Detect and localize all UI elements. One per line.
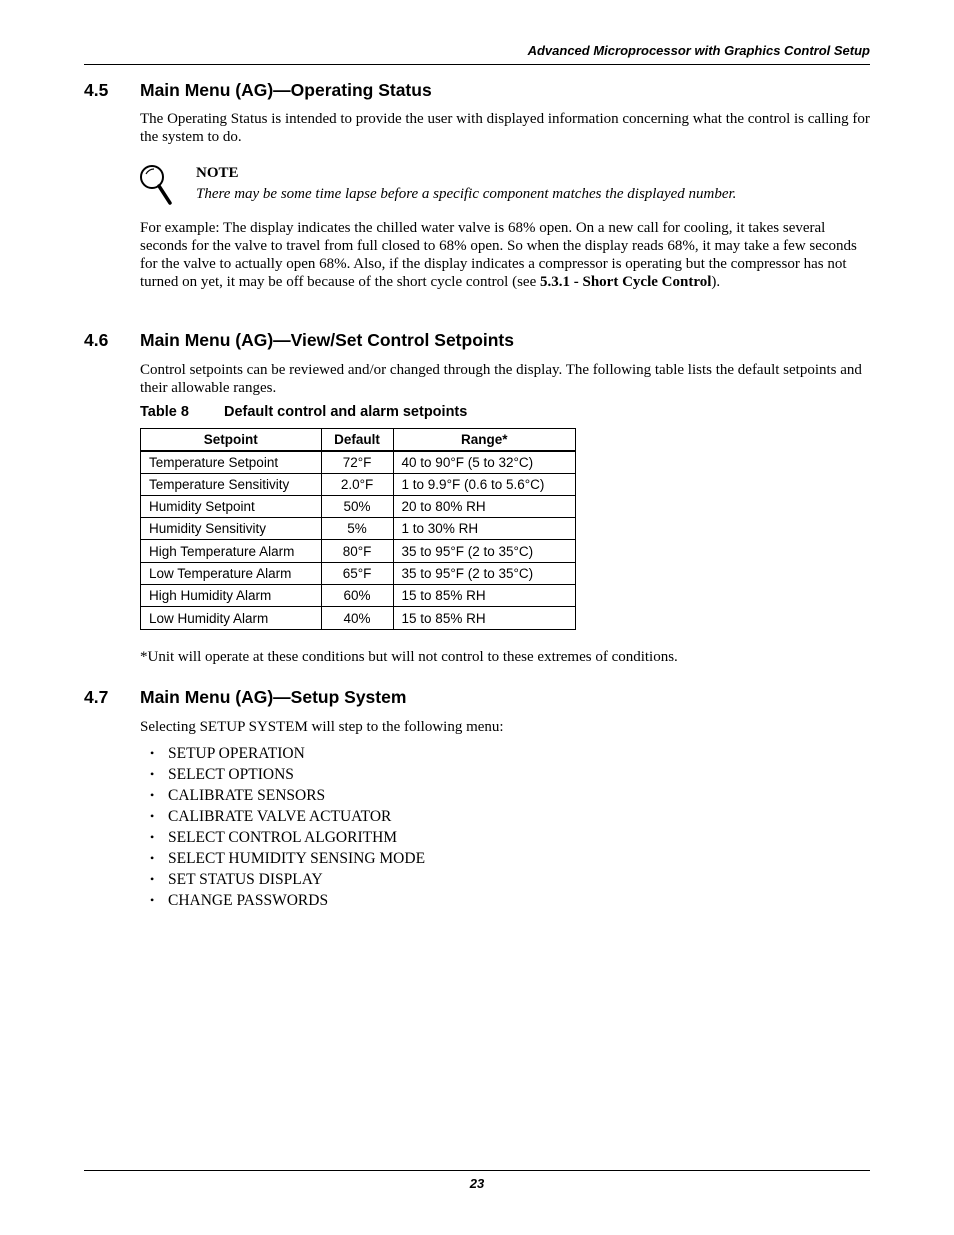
setpoint-cell: Temperature Sensitivity: [141, 473, 322, 495]
menu-item-label: SET STATUS DISPLAY: [168, 871, 323, 888]
table-row: [141, 585, 576, 607]
section-4-6-heading: [84, 330, 514, 351]
range-cell: 20 to 80% RH: [393, 495, 575, 517]
section-4-7-heading: [84, 687, 406, 708]
example-end: ).: [711, 274, 721, 290]
table-row: [141, 562, 576, 584]
default-cell: 65°F: [321, 562, 393, 584]
list-item: [150, 807, 425, 828]
operating-status-example: [140, 219, 872, 291]
table-row: [141, 495, 576, 517]
table-row: [141, 607, 576, 629]
default-cell: 60%: [321, 585, 393, 607]
setpoint-cell: Low Temperature Alarm: [141, 562, 322, 584]
range-cell: 35 to 95°F (2 to 35°C): [393, 562, 575, 584]
default-cell: 5%: [321, 518, 393, 540]
list-item: [150, 786, 425, 807]
list-item: [150, 828, 425, 849]
list-item: [150, 744, 425, 765]
list-item: [150, 765, 425, 786]
header-default: Default: [321, 429, 393, 451]
example-text: For example: The display indicates the chilled water valve is 68% open. On a new call for cooling, it takes several seconds for the valve to travel from full closed to 68% open. So when the display reads 68%, it may take a few seconds for the valve to actually open 68%. Also, if the display indicates a compressor is operating but the compressor has not turned on yet, it may be off because of the short cycle control (see: [140, 220, 857, 290]
range-cell: 15 to 85% RH: [393, 607, 575, 629]
bullet: •: [150, 893, 155, 907]
range-cell: 1 to 30% RH: [393, 518, 575, 540]
section-title: Main Menu (AG)—Setup System: [140, 687, 407, 707]
menu-item-label: SELECT OPTIONS: [168, 766, 294, 783]
table-header-row: [141, 429, 576, 451]
section-number: 4.6: [84, 330, 109, 350]
section-title: Main Menu (AG)—Operating Status: [140, 80, 432, 100]
setpoint-cell: Humidity Sensitivity: [141, 518, 322, 540]
table-caption: [140, 404, 467, 420]
section-number: 4.5: [84, 80, 109, 100]
default-cell: 2.0°F: [321, 473, 393, 495]
setpoint-cell: Humidity Setpoint: [141, 495, 322, 517]
setpoint-cell: Temperature Setpoint: [141, 451, 322, 473]
header-rule: [84, 64, 870, 65]
bullet: •: [150, 767, 155, 781]
menu-item-label: SETUP OPERATION: [168, 745, 305, 762]
section-title: Main Menu (AG)—View/Set Control Setpoints: [140, 330, 514, 350]
setpoints-table: [140, 428, 576, 630]
table-row: [141, 451, 576, 473]
setpoint-cell: High Temperature Alarm: [141, 540, 322, 562]
menu-item-label: SELECT HUMIDITY SENSING MODE: [168, 850, 426, 867]
table-row: [141, 518, 576, 540]
setpoint-cell: Low Humidity Alarm: [141, 607, 322, 629]
setpoint-cell: High Humidity Alarm: [141, 585, 322, 607]
range-cell: 40 to 90°F (5 to 32°C): [393, 451, 575, 473]
page-number: 23: [469, 1176, 485, 1191]
short-cycle-reference: 5.3.1 - Short Cycle Control: [540, 274, 712, 290]
table-number: Table 8: [140, 404, 189, 420]
header-range: Range*: [393, 429, 575, 451]
setpoints-intro: Control setpoints can be reviewed and/or changed through the display. The following table lists the default setpoints and their allowable ranges.: [140, 362, 862, 396]
bullet: •: [150, 746, 155, 760]
menu-item-label: CALIBRATE VALVE ACTUATOR: [168, 808, 392, 825]
menu-item-label: SELECT CONTROL ALGORITHM: [168, 829, 398, 846]
note-label: NOTE: [196, 165, 239, 181]
section-4-5-heading: [84, 80, 432, 101]
list-item: [150, 891, 425, 912]
header-setpoint: Setpoint: [141, 429, 322, 451]
operating-status-intro: The Operating Status is intended to provide the user with displayed information concerning what the control is calling for the system to do.: [140, 111, 870, 145]
note-text: There may be some time lapse before a specific component matches the displayed number.: [196, 186, 737, 202]
list-item: [150, 870, 425, 891]
bullet: •: [150, 830, 155, 844]
bullet: •: [150, 872, 155, 886]
list-item: [150, 849, 425, 870]
magnifier-icon: [137, 162, 177, 208]
table-row: [141, 540, 576, 562]
section-number: 4.7: [84, 687, 109, 707]
range-cell: 1 to 9.9°F (0.6 to 5.6°C): [393, 473, 575, 495]
table-footnote: *Unit will operate at these conditions but will not control to these extremes of conditions.: [140, 649, 678, 665]
table-row: [141, 473, 576, 495]
menu-item-label: CALIBRATE SENSORS: [168, 787, 326, 804]
bullet: •: [150, 851, 155, 865]
range-cell: 15 to 85% RH: [393, 585, 575, 607]
footer-rule: [84, 1170, 870, 1171]
range-cell: 35 to 95°F (2 to 35°C): [393, 540, 575, 562]
menu-item-label: CHANGE PASSWORDS: [168, 892, 329, 909]
bullet: •: [150, 788, 155, 802]
default-cell: 80°F: [321, 540, 393, 562]
table-title: Default control and alarm setpoints: [224, 404, 468, 420]
default-cell: 50%: [321, 495, 393, 517]
setup-system-menu-list: [150, 744, 425, 912]
running-header: Advanced Microprocessor with Graphics Control Setup: [527, 43, 870, 58]
default-cell: 72°F: [321, 451, 393, 473]
bullet: •: [150, 809, 155, 823]
setup-system-intro: Selecting SETUP SYSTEM will step to the following menu:: [140, 719, 504, 735]
default-cell: 40%: [321, 607, 393, 629]
